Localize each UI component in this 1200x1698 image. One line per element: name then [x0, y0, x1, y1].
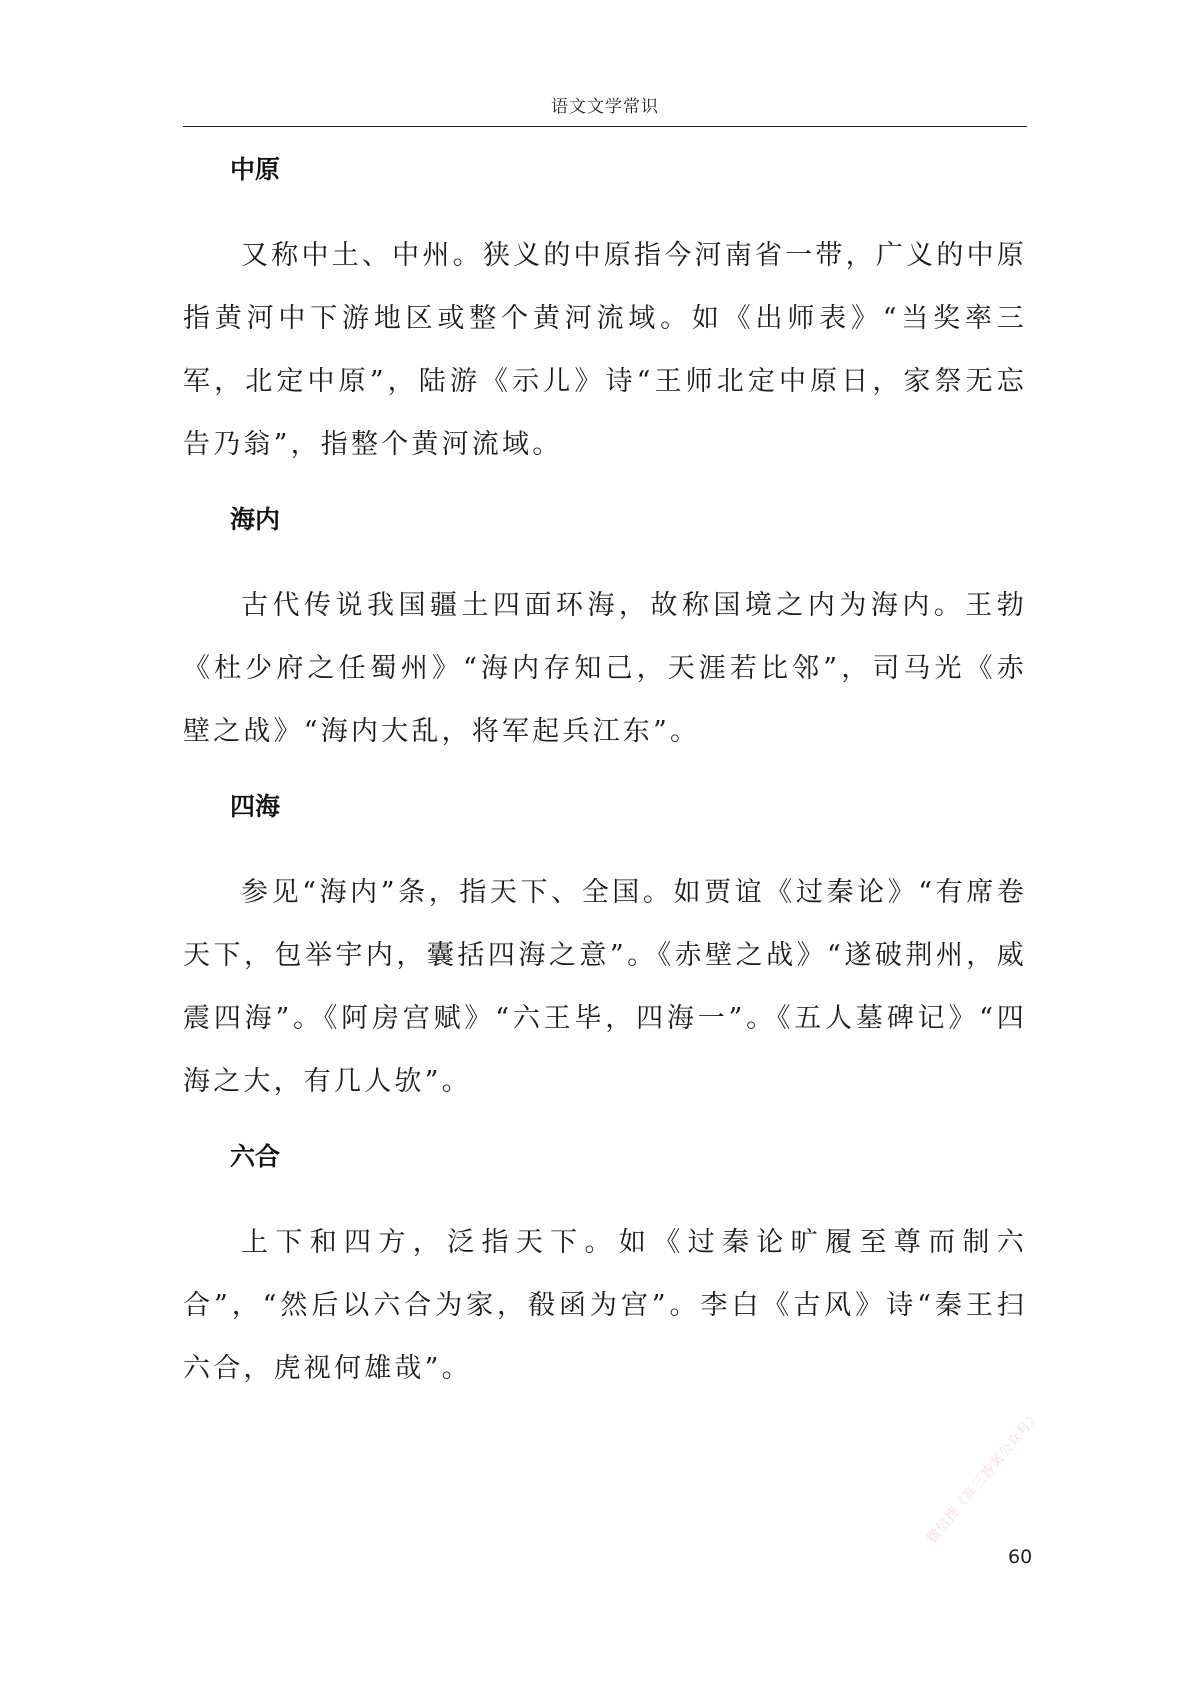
term-definition-zhongyuan: 又称中土、中州。狭义的中原指今河南省一带，广义的中原指黄河中下游地区或整个黄河流域。如《出师表》“当奖率三军，北定中原”，陆游《示儿》诗“王师北定中原日，家祭无忘告乃翁”，指整个黄河流域。 — [183, 240, 1027, 460]
term-heading-hainei: 海内 — [230, 505, 281, 534]
term-heading-sihai: 四海 — [230, 792, 281, 821]
term-definition-sihai: 参见“海内”条，指天下、全国。如贾谊《过秦论》“有席卷天下，包举宇内，囊括四海之意”。《赤壁之战》“遂破荆州，威震四海”。《阿房宫赋》“六王毕，四海一”。《五人墓碑记》“四海之大，有几人欤”。 — [183, 877, 1027, 1097]
page-number: 60 — [1008, 1546, 1033, 1568]
watermark-text: 微信搜《高三答案公众号》 — [924, 1407, 1045, 1547]
term-definition-hainei: 古代传说我国疆土四面环海，故称国境之内为海内。王勃《杜少府之任蜀州》“海内存知己，天涯若比邻”，司马光《赤壁之战》“海内大乱，将军起兵江东”。 — [183, 590, 1027, 747]
term-heading-liuhe: 六合 — [230, 1142, 281, 1171]
term-heading-zhongyuan: 中原 — [230, 155, 281, 184]
running-header: 语文文学常识 — [183, 92, 1027, 127]
term-definition-liuhe: 上下和四方，泛指天下。如《过秦论旷履至尊而制六合”，“然后以六合为家，殽函为宫”。李白《古风》诗“秦王扫六合，虎视何雄哉”。 — [183, 1227, 1027, 1384]
page-content — [183, 140, 1027, 1426]
